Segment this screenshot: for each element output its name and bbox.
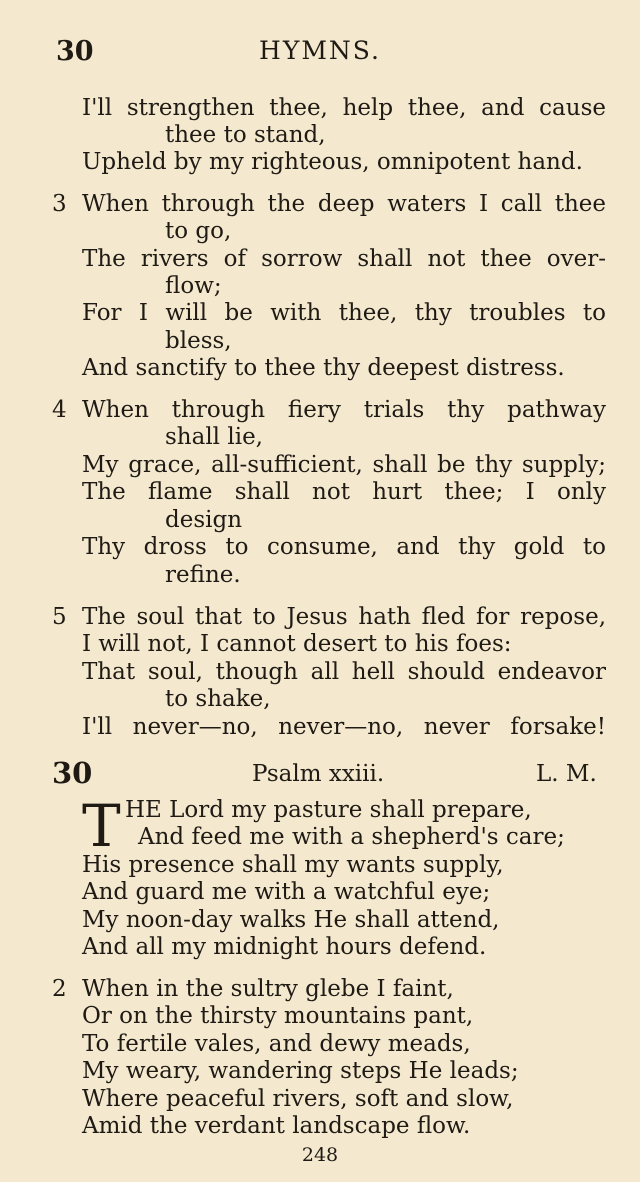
verse-line-continuation: refine. (165, 562, 241, 588)
hymn-title: Psalm xxiii. (252, 761, 385, 787)
verse-line: My weary, wandering steps He leads; (82, 1058, 519, 1084)
verse-line-continuation: shall lie, (165, 424, 263, 450)
stanza-number: 4 (52, 397, 67, 423)
verse-line-continuation: to go, (165, 218, 232, 244)
verse-line: I'll strengthen thee, help thee, and cause (82, 95, 606, 121)
drop-cap: T (82, 792, 121, 860)
verse-line: I'll never—no, never—no, never forsake! (82, 714, 606, 740)
verse-line: Or on the thirsty mountains pant, (82, 1003, 474, 1029)
verse-line: To fertile vales, and dewy meads, (82, 1031, 471, 1057)
verse-line: And sanctify to thee thy deepest distress. (82, 355, 565, 381)
footer-page-number: 248 (301, 1144, 339, 1166)
verse-line: When through fiery trials thy pathway (82, 397, 606, 423)
verse-line: The soul that to Jesus hath fled for repose, (82, 604, 606, 630)
verse-line: Thy dross to consume, and thy gold to (82, 534, 606, 560)
verse-line: When in the sultry glebe I faint, (82, 976, 454, 1002)
verse-line-continuation: design (165, 507, 243, 533)
header-page-number: 30 (56, 36, 94, 67)
verse-line-continuation: to shake, (165, 686, 271, 712)
verse-line: My grace, all-sufficient, shall be thy supply; (82, 452, 606, 478)
verse-line: For I will be with thee, thy troubles to (82, 300, 606, 326)
verse-line: And feed me with a shepherd's care; (138, 824, 565, 850)
verse-line: When through the deep waters I call thee (82, 191, 606, 217)
hymn-meter: L. M. (536, 761, 597, 787)
verse-line: Where peaceful rivers, soft and slow, (82, 1086, 514, 1112)
verse-line: Upheld by my righteous, omnipotent hand. (82, 149, 583, 175)
verse-line: And all my midnight hours defend. (82, 934, 487, 960)
verse-line: The rivers of sorrow shall not thee over- (82, 246, 606, 272)
verse-line: My noon-day walks He shall attend, (82, 907, 500, 933)
verse-line-continuation: bless, (165, 328, 232, 354)
verse-line-continuation: flow; (165, 273, 222, 299)
verse-line: I will not, I cannot desert to his foes: (82, 631, 512, 657)
verse-line-continuation: thee to stand, (165, 122, 326, 148)
stanza-number: 2 (52, 976, 67, 1002)
verse-line: Amid the verdant landscape flow. (82, 1113, 471, 1139)
hymn-number: 30 (52, 756, 93, 790)
verse-line: And guard me with a watchful eye; (82, 879, 491, 905)
stanza-number: 5 (52, 604, 67, 630)
stanza-number: 3 (52, 191, 67, 217)
verse-line: His presence shall my wants supply, (82, 852, 504, 878)
header-title: HYMNS. (259, 36, 381, 65)
verse-line: HE Lord my pasture shall prepare, (125, 797, 532, 823)
verse-line: The flame shall not hurt thee; I only (82, 479, 606, 505)
verse-line: That soul, though all hell should endeavor (82, 659, 606, 685)
